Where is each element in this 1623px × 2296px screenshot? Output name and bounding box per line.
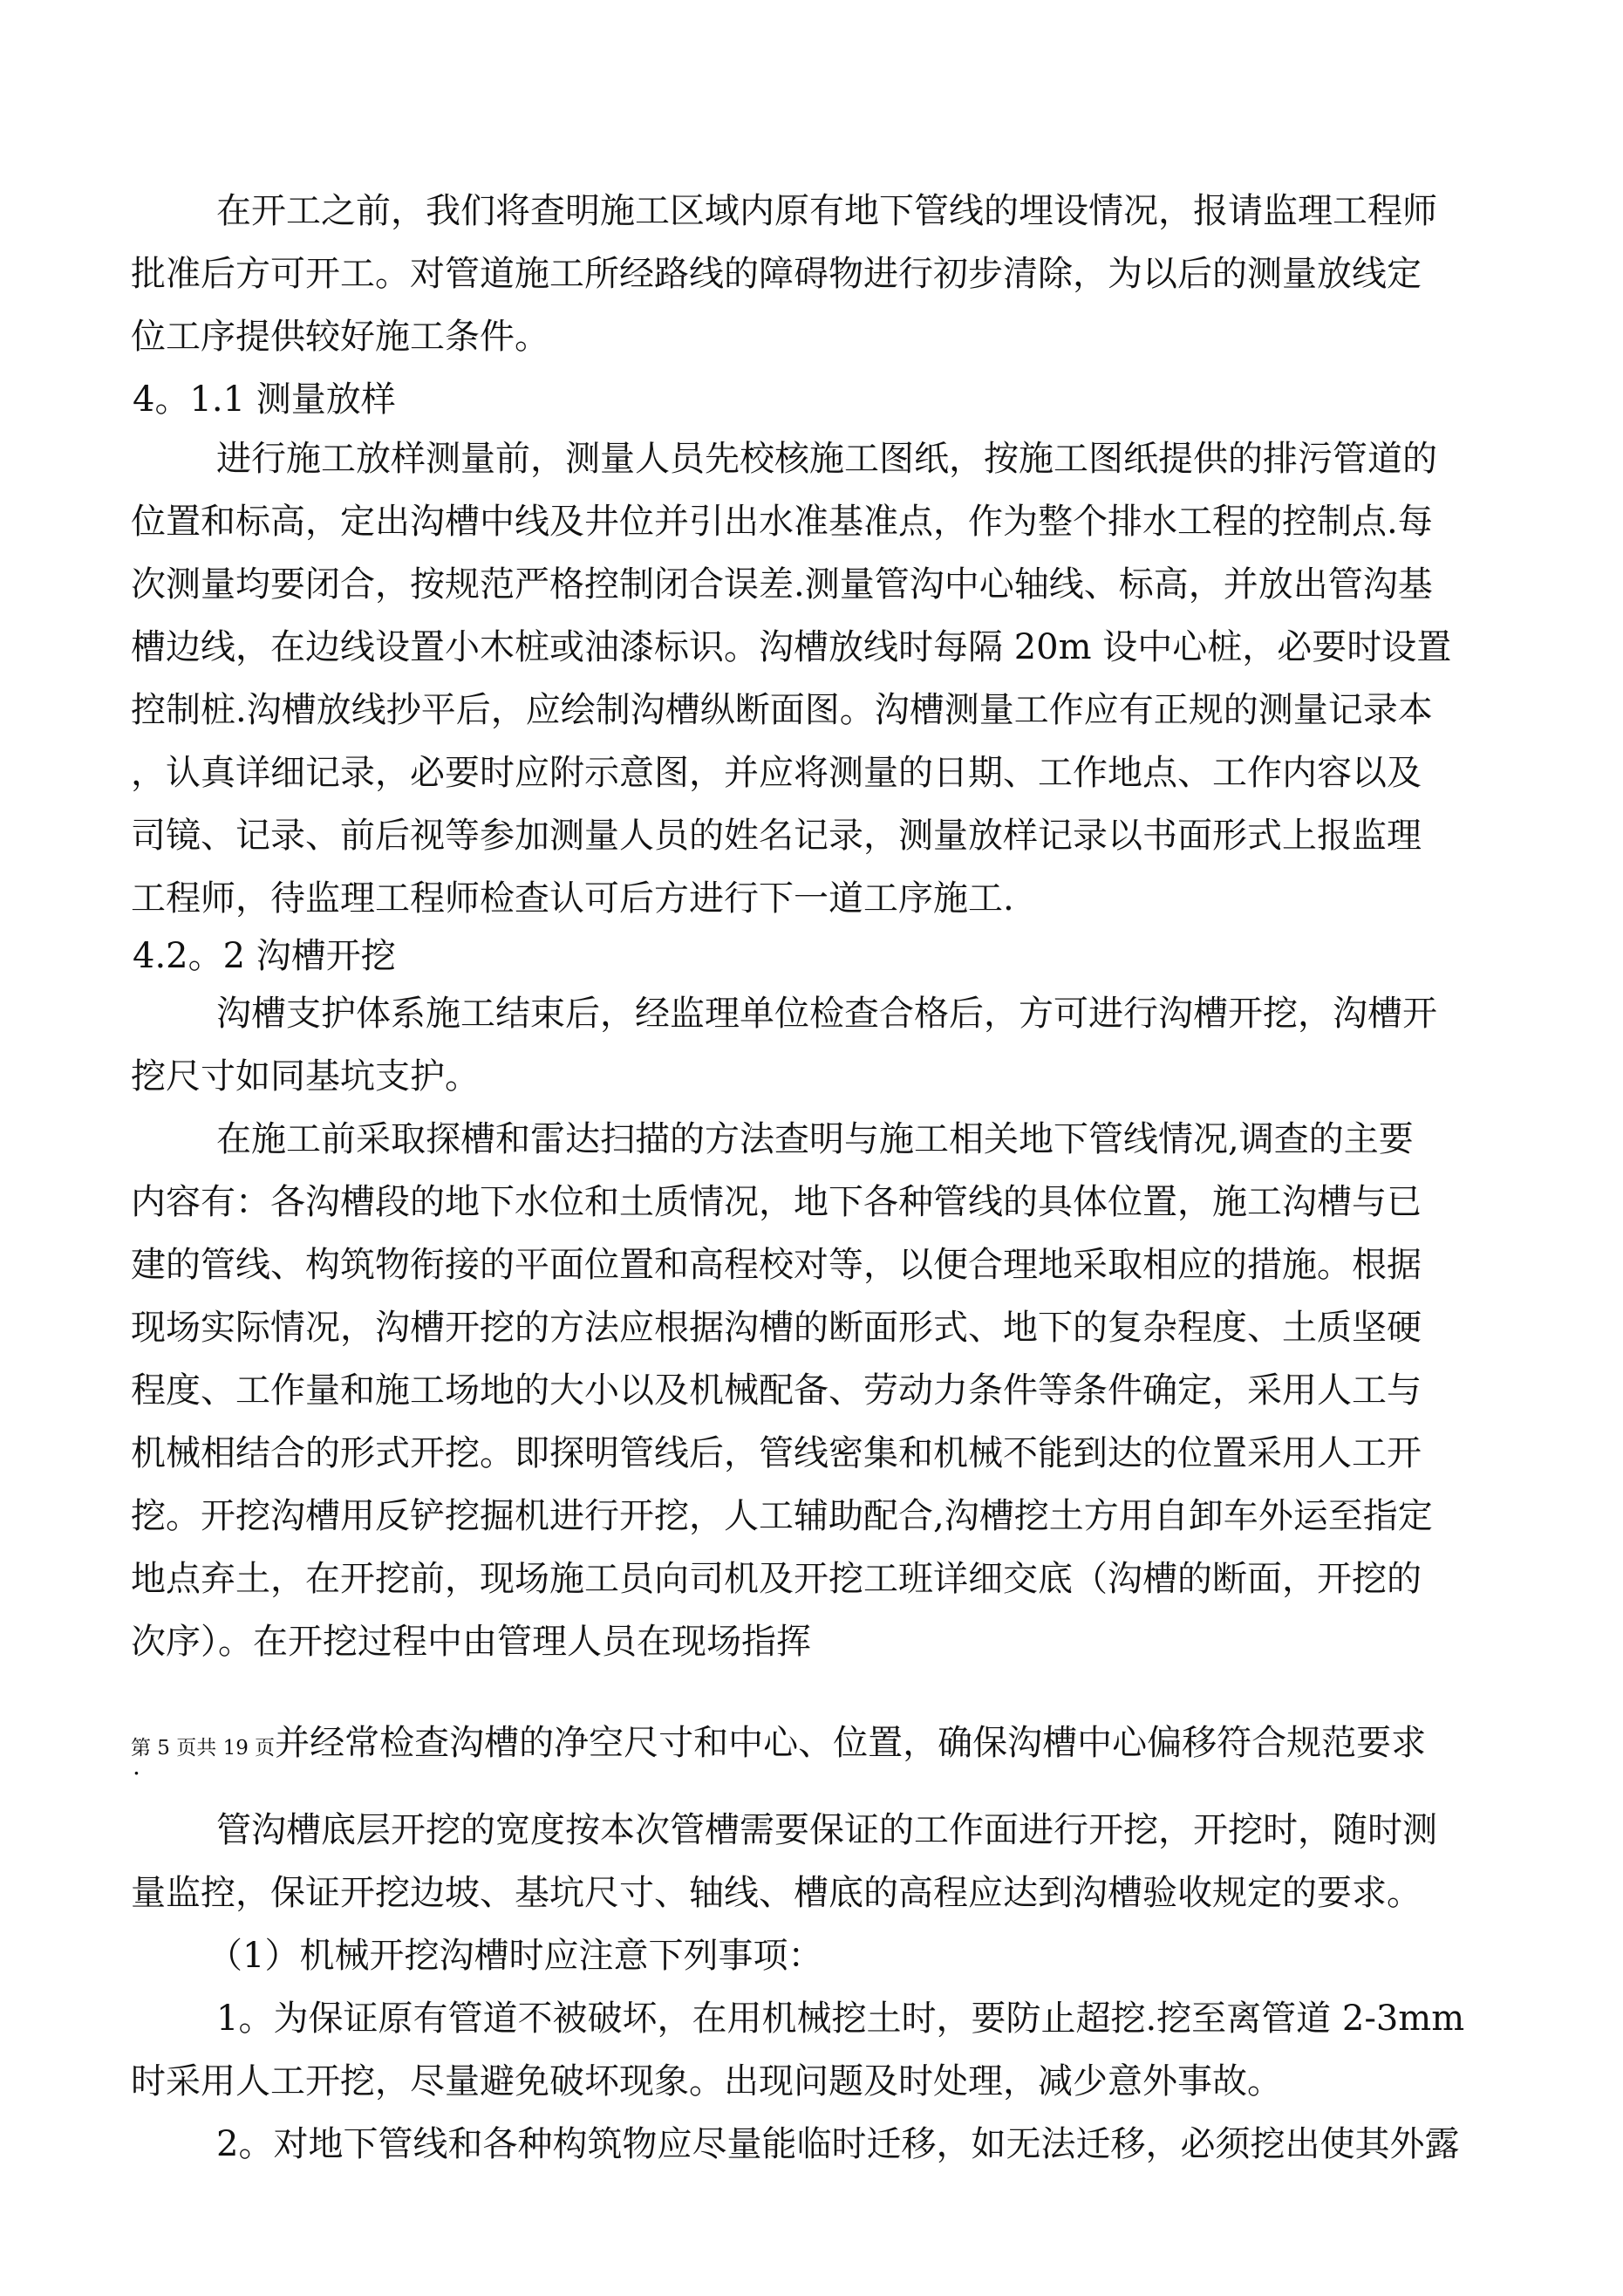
paragraph-line: 控制桩.沟槽放线抄平后，应绘制沟槽纵断面图。沟槽测量工作应有正规的测量记录本 — [131, 690, 1433, 730]
paragraph-line: 量监控，保证开挖边坡、基坑尺寸、轴线、槽底的高程应达到沟槽验收规定的要求。 — [131, 1873, 1422, 1913]
paragraph-line: 次序）。在开挖过程中由管理人员在现场指挥 — [131, 1622, 811, 1662]
paragraph-line: 建的管线、构筑物衔接的平面位置和高程校对等，以便合理地采取相应的措施。根据 — [131, 1245, 1422, 1285]
paragraph-line: 在施工前采取探槽和雷达扫描的方法查明与施工相关地下管线情况,调查的主要 — [216, 1119, 1414, 1159]
paragraph-line: 槽边线，在边线设置小木桩或油漆标识。沟槽放线时每隔 20m 设中心桩，必要时设置 — [131, 627, 1452, 667]
paragraph-line: 挖尺寸如同基坑支护。 — [131, 1056, 480, 1097]
paragraph-line: 工程师，待监理工程师检查认可后方进行下一道工序施工. — [131, 878, 1014, 919]
paragraph-line: 次测量均要闭合，按规范严格控制闭合误差.测量管沟中心轴线、标高，并放出管沟基 — [131, 564, 1433, 605]
paragraph-line: 批准后方可开工。对管道施工所经路线的障碍物进行初步清除，为以后的测量放线定 — [131, 254, 1422, 294]
dot-text: . — [133, 1752, 140, 1780]
paragraph-line: ，认真详细记录，必要时应附示意图，并应将测量的日期、工作地点、工作内容以及 — [131, 753, 1422, 793]
section-heading: 4.2。2 沟槽开挖 — [133, 936, 396, 976]
paragraph-line: 程度、工作量和施工场地的大小以及机械配备、劳动力条件等条件确定，采用人工与 — [131, 1370, 1422, 1411]
paragraph-line: 机械相结合的形式开挖。即探明管线后，管线密集和机械不能到达的位置采用人工开 — [131, 1433, 1422, 1473]
section-heading: 4。1.1 测量放样 — [133, 379, 396, 420]
footer-line — [131, 1719, 1426, 1773]
paragraph-line: 内容有：各沟槽段的地下水位和土质情况，地下各种管线的具体位置，施工沟槽与已 — [131, 1182, 1422, 1222]
paragraph-line: 地点弃土，在开挖前，现场施工员向司机及开挖工班详细交底（沟槽的断面，开挖的 — [131, 1559, 1422, 1599]
paragraph-line: 位工序提供较好施工条件。 — [131, 317, 549, 357]
paragraph-line: 2。对地下管线和各种构筑物应尽量能临时迁移，如无法迁移，必须挖出使其外露 — [216, 2124, 1460, 2164]
footer-dot — [133, 1753, 140, 1780]
paragraph-line: 现场实际情况，沟槽开挖的方法应根据沟槽的断面形式、地下的复杂程度、土质坚硬 — [131, 1308, 1422, 1348]
paragraph-line: （1）机械开挖沟槽时应注意下列事项： — [208, 1936, 823, 1976]
paragraph-line: 挖。开挖沟槽用反铲挖掘机进行开挖，人工辅助配合,沟槽挖土方用自卸车外运至指定 — [131, 1496, 1433, 1536]
paragraph-line: 1。为保证原有管道不被破坏，在用机械挖土时，要防止超挖.挖至离管道 2-3mm — [216, 1999, 1465, 2039]
paragraph-line: 进行施工放样测量前，测量人员先校核施工图纸，按施工图纸提供的排污管道的 — [216, 439, 1437, 479]
continuation-text: 并经常检查沟槽的净空尺寸和中心、位置，确保沟槽中心偏移符合规范要求 — [275, 1723, 1427, 1763]
paragraph-line: 位置和标高，定出沟槽中线及井位并引出水准基准点，作为整个排水工程的控制点.每 — [131, 502, 1433, 542]
page-number-label: 第 5 页共 19 页 — [131, 1737, 276, 1760]
paragraph-line: 管沟槽底层开挖的宽度按本次管槽需要保证的工作面进行开挖，开挖时，随时测 — [216, 1810, 1437, 1850]
paragraph-line: 沟槽支护体系施工结束后，经监理单位检查合格后，方可进行沟槽开挖，沟槽开 — [216, 994, 1437, 1034]
paragraph-line: 时采用人工开挖，尽量避免破坏现象。出现问题及时处理，减少意外事故。 — [131, 2061, 1282, 2101]
paragraph-line: 在开工之前，我们将查明施工区域内原有地下管线的埋设情况，报请监理工程师 — [216, 191, 1437, 231]
paragraph-line: 司镜、记录、前后视等参加测量人员的姓名记录，测量放样记录以书面形式上报监理 — [131, 816, 1422, 856]
